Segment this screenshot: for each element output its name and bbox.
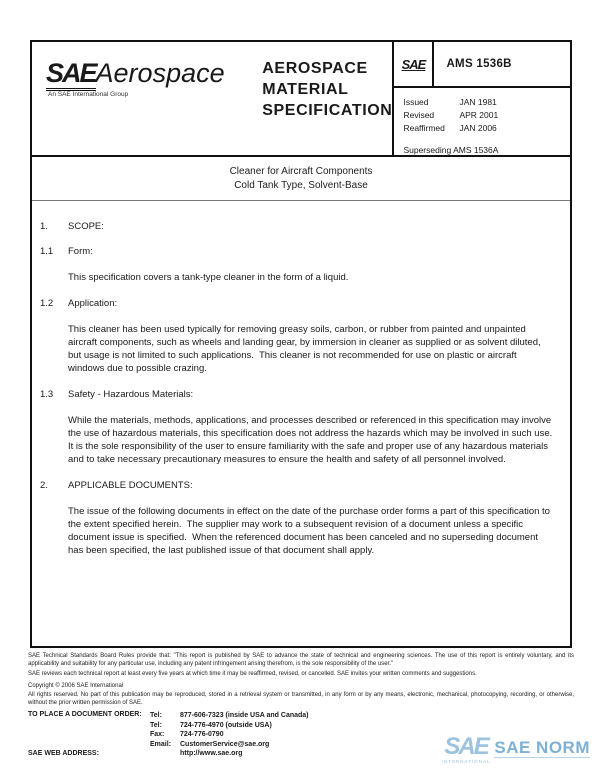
section-title: SCOPE: xyxy=(68,221,104,232)
contact-list xyxy=(150,711,448,749)
aerospace-wordmark: Aerospace xyxy=(95,58,225,88)
sae-norm-wordmark: SAE NORM xyxy=(494,738,590,757)
section-heading-application xyxy=(40,298,554,309)
section-paragraph-applicable-documents: The issue of the following documents in effect on the date of the purchase order forms a part of this specification to the extent specified herein. The supplier may work to a subsequent revision of a document unless a specific document issue is specified. When the referenced document has been canceled and no superseding document has been specified, the last published issue of that document shall apply. xyxy=(68,506,553,556)
section-number: 1.3 xyxy=(40,389,54,400)
title-line-1: Cleaner for Aircraft Components xyxy=(229,165,373,177)
section-number: 1. xyxy=(40,221,48,232)
document-id-panel xyxy=(392,42,570,155)
date-row xyxy=(403,96,570,109)
contact-row-fax xyxy=(150,730,448,740)
contact-row-email xyxy=(150,740,448,750)
section-heading-safety xyxy=(40,389,554,400)
contact-row-tel-usa xyxy=(150,711,448,721)
document-header xyxy=(32,42,570,157)
date-label: Revised xyxy=(403,110,435,120)
document-number: AMS 1536B xyxy=(446,58,512,70)
logo-subtitle: An SAE International Group xyxy=(48,91,129,98)
doc-type-line: AEROSPACE xyxy=(262,60,368,77)
section-title: Application: xyxy=(68,298,118,309)
specification-title xyxy=(32,157,570,201)
section-heading-scope xyxy=(40,221,554,232)
title-line-2: Cold Tank Type, Solvent-Base xyxy=(234,179,368,191)
document-type-title xyxy=(254,42,392,155)
section-number: 1.1 xyxy=(40,246,54,257)
section-title: APPLICABLE DOCUMENTS: xyxy=(68,480,193,491)
legal-fine-print xyxy=(28,653,574,707)
contact-email-value[interactable]: CustomerService@sae.org xyxy=(180,740,270,748)
document-number-box xyxy=(394,42,570,88)
review-policy-notice: SAE reviews each technical report at least every five years at which time it may be reaffirmed, revised, or cancelled. SAE invites your written comments and suggestions. xyxy=(28,671,477,677)
contact-label: Email: xyxy=(150,740,172,748)
specification-sheet xyxy=(30,40,572,648)
web-address-url[interactable]: http://www.sae.org xyxy=(180,750,243,757)
contact-row-tel-intl xyxy=(150,721,448,731)
revision-dates xyxy=(394,88,570,135)
doc-type-line: SPECIFICATION xyxy=(262,102,393,119)
contact-label: Fax: xyxy=(150,731,165,738)
date-row xyxy=(403,109,570,122)
date-label: Issued xyxy=(403,97,429,107)
sae-aerospace-logo xyxy=(32,42,254,155)
sae-watermark-icon: SAE xyxy=(444,733,488,760)
contact-label: Tel: xyxy=(150,721,162,729)
document-body xyxy=(32,201,570,557)
contact-value: 724-776-4970 (outside USA) xyxy=(180,721,272,729)
section-heading-applicable-documents xyxy=(40,480,554,491)
sae-norm-watermark xyxy=(441,733,590,764)
rights-reserved-notice: All rights reserved. No part of this publication may be reproduced, stored in a retrieval system or transmitted, in any form or by any means, electronic, mechanical, photocopying, recording, or otherwise, without the prior written permission of SAE. xyxy=(28,692,574,706)
date-value: APR 2001 xyxy=(459,110,499,120)
contact-value: 724-776-0790 xyxy=(180,731,224,738)
document-order-block xyxy=(28,711,448,759)
watermark-tagline-rule xyxy=(494,757,590,761)
contact-value: 877-606-7323 (inside USA and Canada) xyxy=(180,712,309,719)
section-paragraph-safety: While the materials, methods, applications, and processes described or referenced in this specification may involve the use of hazardous materials, this specification does not address the hazards which may be involved in such use. It is the sole responsibility of the user to ensure familiarity with the safe and proper use of any hazardous materials and to take necessary precautionary measures to ensure the health and safety of all personnel involved. xyxy=(68,415,558,465)
section-number: 2. xyxy=(40,480,48,491)
sae-emblem-icon: SAE xyxy=(394,42,434,86)
section-number: 1.2 xyxy=(40,298,54,309)
sae-logo-icon: SAE xyxy=(46,58,96,91)
section-title: Form: xyxy=(68,246,93,257)
date-label: Reaffirmed xyxy=(403,123,445,133)
date-row xyxy=(403,122,570,135)
web-address-label: SAE WEB ADDRESS: xyxy=(28,749,99,757)
contact-label: Tel: xyxy=(150,712,162,719)
order-label: TO PLACE A DOCUMENT ORDER: xyxy=(28,711,142,718)
section-paragraph-application: This cleaner has been used typically for removing greasy soils, carbon, or rubber from painted and unpainted aircraft components, such as wheels and landing gear, by immersion in cleaner as supplied or as solvent diluted, but usage is not limited to such applications. This cleaner is not recommended for use on plastic or aircraft windows due to possible crazing. xyxy=(68,324,544,374)
copyright-line: Copyright © 2006 SAE International xyxy=(28,682,124,689)
date-value: JAN 1981 xyxy=(459,97,497,107)
standards-board-notice: SAE Technical Standards Board Rules provide that: "This report is published by SAE to advance the state of technical and engineering sciences. The use of this report is entirely voluntary, and its applicability and suitability for any particular use, including any patent infringement arising therefrom, is the sole responsibility of the user." xyxy=(28,653,574,667)
section-title: Safety - Hazardous Materials: xyxy=(68,389,194,400)
watermark-international-label: INTERNATIONAL xyxy=(441,759,491,764)
section-heading-form xyxy=(40,246,554,257)
doc-type-line: MATERIAL xyxy=(262,81,349,98)
date-value: JAN 2006 xyxy=(459,123,497,133)
section-paragraph-form: This specification covers a tank-type cleaner in the form of a liquid. xyxy=(68,272,349,283)
superseding-note: Superseding AMS 1536A xyxy=(403,145,499,155)
